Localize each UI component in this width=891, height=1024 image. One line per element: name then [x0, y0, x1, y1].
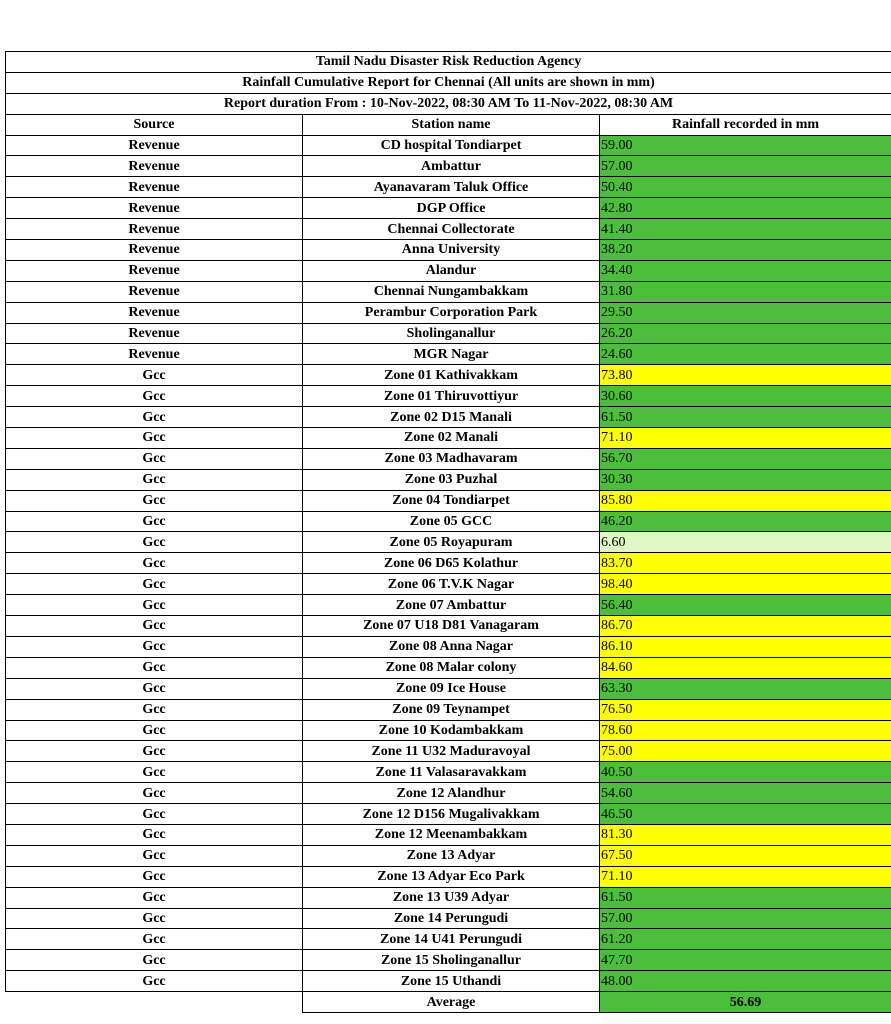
- station-name-cell: Ayanavaram Taluk Office: [303, 177, 600, 198]
- source-cell: Revenue: [6, 344, 303, 365]
- table-row: [6, 866, 891, 887]
- table-row: [6, 177, 891, 198]
- table-row: [6, 636, 891, 657]
- agency-title: Tamil Nadu Disaster Risk Reduction Agency: [6, 52, 891, 73]
- column-header-station: Station name: [303, 114, 600, 135]
- average-blank-cell: [6, 992, 303, 1013]
- source-cell: Gcc: [6, 616, 303, 637]
- rainfall-value-cell: 30.30: [600, 469, 891, 490]
- rainfall-value-cell: 40.50: [600, 762, 891, 783]
- table-row: [6, 469, 891, 490]
- report-duration-row: [6, 93, 891, 114]
- average-row: [6, 992, 891, 1013]
- station-name-cell: CD hospital Tondiarpet: [303, 135, 600, 156]
- source-cell: Gcc: [6, 365, 303, 386]
- rainfall-value-cell: 61.20: [600, 929, 891, 950]
- rainfall-value-cell: 41.40: [600, 219, 891, 240]
- table-row: [6, 574, 891, 595]
- rainfall-value-cell: 57.00: [600, 156, 891, 177]
- table-row: [6, 553, 891, 574]
- source-cell: Gcc: [6, 636, 303, 657]
- station-name-cell: Zone 03 Puzhal: [303, 469, 600, 490]
- station-name-cell: Zone 01 Thiruvottiyur: [303, 386, 600, 407]
- source-cell: Gcc: [6, 386, 303, 407]
- rainfall-value-cell: 24.60: [600, 344, 891, 365]
- source-cell: Gcc: [6, 699, 303, 720]
- rainfall-value-cell: 61.50: [600, 887, 891, 908]
- source-cell: Gcc: [6, 720, 303, 741]
- rainfall-value-cell: 83.70: [600, 553, 891, 574]
- station-name-cell: Zone 12 D156 Mugalivakkam: [303, 804, 600, 825]
- rainfall-value-cell: 67.50: [600, 845, 891, 866]
- table-row: [6, 344, 891, 365]
- rainfall-value-cell: 71.10: [600, 866, 891, 887]
- station-name-cell: Zone 12 Meenambakkam: [303, 824, 600, 845]
- station-name-cell: Chennai Nungambakkam: [303, 281, 600, 302]
- rainfall-value-cell: 46.50: [600, 804, 891, 825]
- source-cell: Gcc: [6, 866, 303, 887]
- table-row: [6, 135, 891, 156]
- station-name-cell: Zone 13 Adyar Eco Park: [303, 866, 600, 887]
- station-name-cell: Zone 08 Malar colony: [303, 657, 600, 678]
- station-name-cell: Zone 03 Madhavaram: [303, 448, 600, 469]
- table-row: [6, 198, 891, 219]
- source-cell: Gcc: [6, 887, 303, 908]
- report-duration: Report duration From : 10-Nov-2022, 08:30 AM To 11-Nov-2022, 08:30 AM: [6, 93, 891, 114]
- station-name-cell: Alandur: [303, 260, 600, 281]
- station-name-cell: Zone 09 Ice House: [303, 678, 600, 699]
- table-row: [6, 240, 891, 261]
- table-row: [6, 281, 891, 302]
- rainfall-value-cell: 48.00: [600, 971, 891, 992]
- station-name-cell: Ambattur: [303, 156, 600, 177]
- rainfall-value-cell: 78.60: [600, 720, 891, 741]
- table-row: [6, 532, 891, 553]
- column-header-rainfall: Rainfall recorded in mm: [600, 114, 891, 135]
- station-name-cell: Zone 04 Tondiarpet: [303, 490, 600, 511]
- rainfall-value-cell: 38.20: [600, 240, 891, 261]
- table-row: [6, 845, 891, 866]
- table-row: [6, 219, 891, 240]
- table-row: [6, 407, 891, 428]
- source-cell: Revenue: [6, 135, 303, 156]
- station-name-cell: Zone 11 U32 Maduravoyal: [303, 741, 600, 762]
- station-name-cell: Zone 13 Adyar: [303, 845, 600, 866]
- station-name-cell: Zone 10 Kodambakkam: [303, 720, 600, 741]
- rainfall-value-cell: 34.40: [600, 260, 891, 281]
- table-row: [6, 657, 891, 678]
- rainfall-value-cell: 26.20: [600, 323, 891, 344]
- table-row: [6, 824, 891, 845]
- source-cell: Gcc: [6, 971, 303, 992]
- source-cell: Gcc: [6, 553, 303, 574]
- source-cell: Gcc: [6, 595, 303, 616]
- average-label: Average: [303, 992, 600, 1013]
- table-row: [6, 762, 891, 783]
- source-cell: Gcc: [6, 845, 303, 866]
- table-row: [6, 386, 891, 407]
- table-row: [6, 490, 891, 511]
- rainfall-value-cell: 56.70: [600, 448, 891, 469]
- source-cell: Gcc: [6, 511, 303, 532]
- station-name-cell: Zone 05 Royapuram: [303, 532, 600, 553]
- station-name-cell: Zone 15 Sholinganallur: [303, 950, 600, 971]
- table-row: [6, 323, 891, 344]
- table-row: [6, 971, 891, 992]
- rainfall-value-cell: 50.40: [600, 177, 891, 198]
- station-name-cell: Zone 14 U41 Perungudi: [303, 929, 600, 950]
- table-row: [6, 156, 891, 177]
- source-cell: Revenue: [6, 156, 303, 177]
- table-row: [6, 720, 891, 741]
- table-row: [6, 678, 891, 699]
- source-cell: Gcc: [6, 469, 303, 490]
- station-name-cell: Zone 02 D15 Manali: [303, 407, 600, 428]
- rainfall-value-cell: 31.80: [600, 281, 891, 302]
- report-title-row: [6, 72, 891, 93]
- station-name-cell: Zone 14 Perungudi: [303, 908, 600, 929]
- table-row: [6, 428, 891, 449]
- source-cell: Gcc: [6, 929, 303, 950]
- source-cell: Revenue: [6, 219, 303, 240]
- rainfall-value-cell: 73.80: [600, 365, 891, 386]
- rainfall-value-cell: 6.60: [600, 532, 891, 553]
- station-name-cell: MGR Nagar: [303, 344, 600, 365]
- rainfall-value-cell: 30.60: [600, 386, 891, 407]
- station-name-cell: Sholinganallur: [303, 323, 600, 344]
- station-name-cell: Zone 11 Valasaravakkam: [303, 762, 600, 783]
- station-name-cell: Zone 06 D65 Kolathur: [303, 553, 600, 574]
- source-cell: Gcc: [6, 448, 303, 469]
- source-cell: Gcc: [6, 804, 303, 825]
- rainfall-value-cell: 85.80: [600, 490, 891, 511]
- source-cell: Gcc: [6, 574, 303, 595]
- table-row: [6, 699, 891, 720]
- station-name-cell: Zone 02 Manali: [303, 428, 600, 449]
- source-cell: Gcc: [6, 407, 303, 428]
- rainfall-value-cell: 84.60: [600, 657, 891, 678]
- rainfall-value-cell: 61.50: [600, 407, 891, 428]
- source-cell: Gcc: [6, 762, 303, 783]
- table-row: [6, 908, 891, 929]
- source-cell: Revenue: [6, 260, 303, 281]
- table-row: [6, 365, 891, 386]
- rainfall-value-cell: 71.10: [600, 428, 891, 449]
- rainfall-value-cell: 63.30: [600, 678, 891, 699]
- rainfall-value-cell: 98.40: [600, 574, 891, 595]
- table-row: [6, 595, 891, 616]
- source-cell: Gcc: [6, 657, 303, 678]
- rainfall-value-cell: 86.70: [600, 616, 891, 637]
- table-row: [6, 616, 891, 637]
- station-name-cell: Zone 01 Kathivakkam: [303, 365, 600, 386]
- table-row: [6, 302, 891, 323]
- average-value: 56.69: [600, 992, 891, 1013]
- table-row: [6, 929, 891, 950]
- rainfall-value-cell: 57.00: [600, 908, 891, 929]
- rainfall-report-table: [5, 51, 891, 1013]
- source-cell: Gcc: [6, 824, 303, 845]
- rainfall-value-cell: 86.10: [600, 636, 891, 657]
- source-cell: Gcc: [6, 908, 303, 929]
- table-row: [6, 448, 891, 469]
- column-header-row: [6, 114, 891, 135]
- source-cell: Gcc: [6, 678, 303, 699]
- station-name-cell: Zone 06 T.V.K Nagar: [303, 574, 600, 595]
- source-cell: Gcc: [6, 428, 303, 449]
- source-cell: Gcc: [6, 741, 303, 762]
- station-name-cell: Zone 15 Uthandi: [303, 971, 600, 992]
- station-name-cell: Zone 12 Alandhur: [303, 783, 600, 804]
- table-row: [6, 511, 891, 532]
- report-body: [6, 52, 891, 992]
- table-row: [6, 950, 891, 971]
- source-cell: Gcc: [6, 532, 303, 553]
- table-row: [6, 783, 891, 804]
- station-name-cell: Zone 07 Ambattur: [303, 595, 600, 616]
- rainfall-value-cell: 29.50: [600, 302, 891, 323]
- rainfall-value-cell: 47.70: [600, 950, 891, 971]
- source-cell: Revenue: [6, 177, 303, 198]
- source-cell: Revenue: [6, 281, 303, 302]
- station-name-cell: DGP Office: [303, 198, 600, 219]
- report-title: Rainfall Cumulative Report for Chennai (All units are shown in mm): [6, 72, 891, 93]
- station-name-cell: Zone 07 U18 D81 Vanagaram: [303, 616, 600, 637]
- station-name-cell: Chennai Collectorate: [303, 219, 600, 240]
- rainfall-value-cell: 46.20: [600, 511, 891, 532]
- station-name-cell: Perambur Corporation Park: [303, 302, 600, 323]
- rainfall-value-cell: 56.40: [600, 595, 891, 616]
- rainfall-value-cell: 42.80: [600, 198, 891, 219]
- station-name-cell: Zone 09 Teynampet: [303, 699, 600, 720]
- column-header-source: Source: [6, 114, 303, 135]
- rainfall-value-cell: 75.00: [600, 741, 891, 762]
- source-cell: Gcc: [6, 490, 303, 511]
- table-row: [6, 804, 891, 825]
- table-row: [6, 741, 891, 762]
- source-cell: Revenue: [6, 323, 303, 344]
- station-name-cell: Zone 13 U39 Adyar: [303, 887, 600, 908]
- station-name-cell: Zone 08 Anna Nagar: [303, 636, 600, 657]
- source-cell: Gcc: [6, 783, 303, 804]
- station-name-cell: Zone 05 GCC: [303, 511, 600, 532]
- source-cell: Gcc: [6, 950, 303, 971]
- station-name-cell: Anna University: [303, 240, 600, 261]
- source-cell: Revenue: [6, 198, 303, 219]
- table-row: [6, 887, 891, 908]
- rainfall-value-cell: 81.30: [600, 824, 891, 845]
- table-row: [6, 260, 891, 281]
- agency-title-row: [6, 52, 891, 73]
- rainfall-value-cell: 76.50: [600, 699, 891, 720]
- source-cell: Revenue: [6, 240, 303, 261]
- rainfall-value-cell: 54.60: [600, 783, 891, 804]
- rainfall-value-cell: 59.00: [600, 135, 891, 156]
- source-cell: Revenue: [6, 302, 303, 323]
